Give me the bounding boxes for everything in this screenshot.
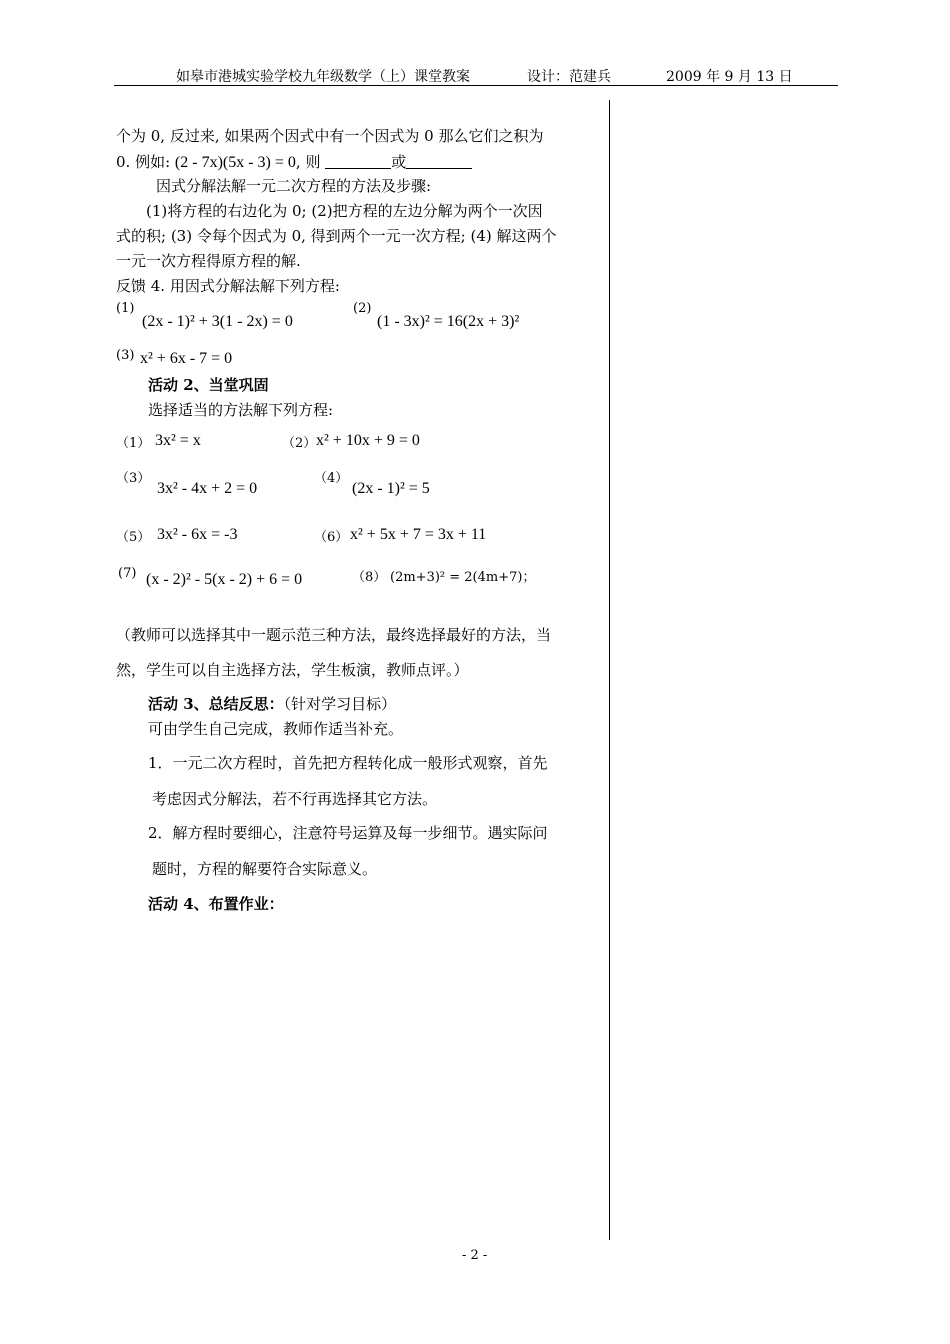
- header-date: 2009 年 9 月 13 日: [666, 69, 793, 85]
- method-line-3: 一元一次方程得原方程的解.: [116, 252, 301, 270]
- summary-item-2-line-2: 题时，方程的解要符合实际意义。: [152, 860, 378, 878]
- problem-label-1: （1）: [116, 436, 151, 451]
- column-divider: [609, 100, 610, 1240]
- page-number: - 2 -: [462, 1248, 488, 1263]
- problem-label-7: (7): [118, 566, 137, 581]
- feedback4-equation-1: (2x - 1)² + 3(1 - 2x) = 0: [142, 313, 293, 330]
- header-rule: [114, 85, 838, 86]
- problem-label-4: （4）: [314, 471, 349, 486]
- problem-equation-4: (2x - 1)² = 5: [352, 480, 430, 497]
- intro-or: 或: [391, 153, 407, 171]
- header-title: 如皋市港城实验学校九年级数学（上）课堂教案: [176, 69, 470, 85]
- activity3-intro: 可由学生自己完成，教师作适当补充。: [148, 720, 404, 738]
- problem-equation-1: 3x² = x: [155, 432, 201, 449]
- activity2-instruction: 选择适当的方法解下列方程:: [148, 401, 334, 419]
- intro-example-equation: (2 - 7x)(5x - 3) = 0: [174, 154, 296, 171]
- method-title: 因式分解法解一元二次方程的方法及步骤:: [156, 177, 432, 195]
- problem-equation-6: x² + 5x + 7 = 3x + 11: [350, 526, 487, 543]
- activity2-title: 活动 2、当堂巩固: [148, 376, 269, 394]
- summary-item-1-line-2: 考虑因式分解法，若不行再选择其它方法。: [152, 790, 438, 808]
- problem-equation-7: (x - 2)² - 5(x - 2) + 6 = 0: [146, 571, 303, 588]
- summary-item-2-line-1: 2．解方程时要细心，注意符号运算及每一步细节。遇实际问: [148, 824, 548, 842]
- summary-item-1-line-1: 1．一元二次方程时，首先把方程转化成一般形式观察，首先: [148, 754, 548, 772]
- problem-equation-2: x² + 10x + 9 = 0: [316, 432, 420, 449]
- activity2-note-line-2: 然，学生可以自主选择方法，学生板演，教师点评。）: [116, 661, 469, 679]
- intro-example-prefix: 0. 例如:: [116, 153, 175, 171]
- activity3-title: 活动 3、总结反思：: [148, 695, 284, 713]
- answer-blank-1: [325, 154, 391, 169]
- feedback4-title: 反馈 4. 用因式分解法解下列方程:: [116, 277, 340, 295]
- feedback4-label-2: (2): [353, 301, 372, 316]
- problem-equation-8: (2m+3)² = 2(4m+7)；: [390, 570, 536, 585]
- feedback4-equation-3: x² + 6x - 7 = 0: [140, 350, 233, 367]
- intro-line-1: 个为 0, 反过来, 如果两个因式中有一个因式为 0 那么它们之积为: [116, 127, 544, 145]
- problem-label-5: （5）: [116, 530, 151, 545]
- problem-equation-3: 3x² - 4x + 2 = 0: [157, 480, 258, 497]
- activity3-heading: [148, 693, 396, 714]
- problem-label-2: （2）: [282, 436, 317, 451]
- activity2-note-line-1: （教师可以选择其中一题示范三种方法，最终选择最好的方法，当: [116, 626, 552, 644]
- feedback4-label-3: (3): [116, 348, 135, 363]
- problem-label-3: （3）: [116, 471, 151, 486]
- activity4-title: 活动 4、布置作业：: [148, 895, 284, 913]
- problem-equation-5: 3x² - 6x = -3: [157, 526, 238, 543]
- feedback4-label-1: (1): [116, 301, 135, 316]
- problem-label-6: （6）: [314, 530, 349, 545]
- method-line-2: 式的积; (3) 令每个因式为 0, 得到两个一元一次方程; (4) 解这两个: [116, 227, 557, 245]
- intro-then: , 则: [295, 153, 321, 171]
- header-designer: 设计：范建兵: [527, 69, 611, 85]
- activity3-title-suffix: （针对学习目标）: [283, 695, 397, 713]
- intro-line-2: [116, 151, 472, 172]
- method-line-1: (1)将方程的右边化为 0; (2)把方程的左边分解为两个一次因: [146, 202, 543, 220]
- answer-blank-2: [406, 154, 472, 169]
- problem-label-8: （8）: [352, 570, 387, 585]
- feedback4-equation-2: (1 - 3x)² = 16(2x + 3)²: [377, 313, 520, 330]
